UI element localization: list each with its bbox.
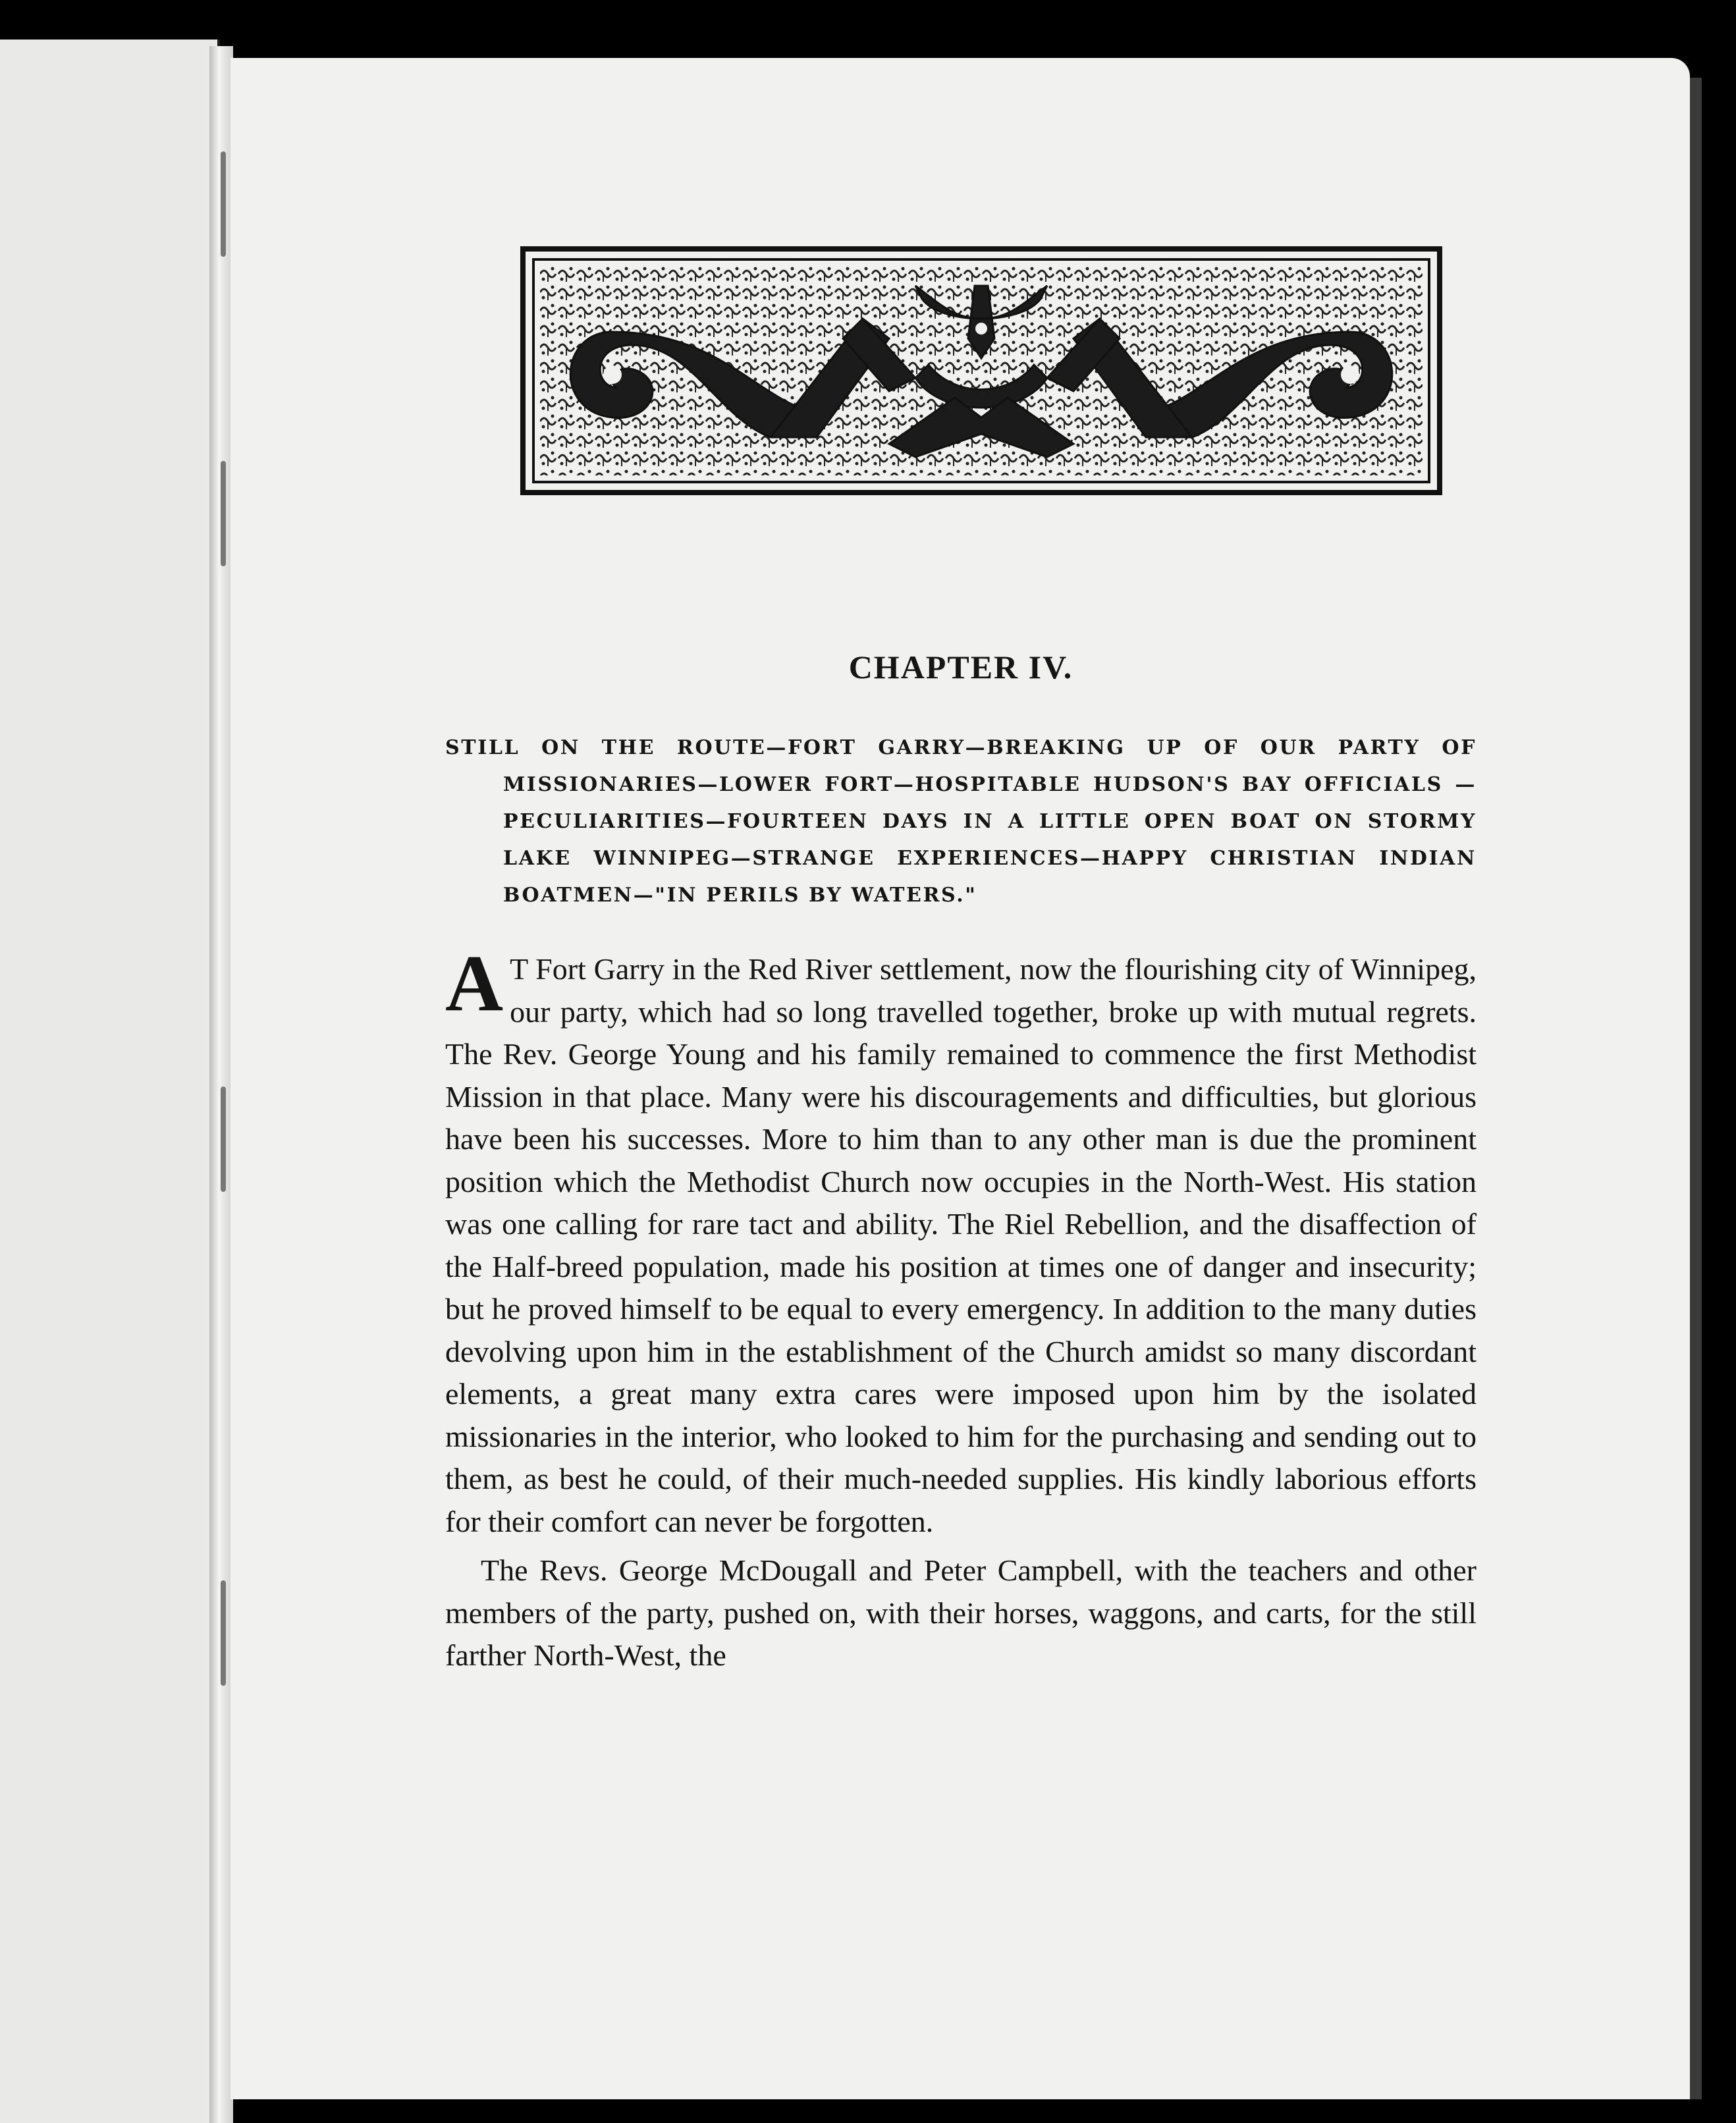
binding-stitch — [221, 1087, 226, 1192]
page-edge-shadow — [1690, 78, 1702, 2099]
drop-cap: A — [445, 939, 504, 1028]
chapter-text — [445, 645, 1477, 1677]
decorative-headpiece — [520, 246, 1442, 495]
binding-stitch — [221, 461, 226, 566]
binding-stitch — [221, 151, 226, 257]
chapter-synopsis: STILL ON THE ROUTE—FORT GARRY—BREAKING UP OF OUR PARTY OF MISSIONARIES—LOWER FORT—HOSPITABLE HUDSON'S BAY OFFICIALS —PECULIARITIES—FOURTEEN DAYS IN A LITTLE OPEN BOAT ON STORMY LAKE WINNIPEG—STRANGE EXPERIENCES—HAPPY CHRISTIAN INDIAN BOATMEN—"IN PERILS BY WATERS." — [445, 736, 1477, 907]
left-page-edge — [0, 40, 220, 2123]
body-paragraph — [445, 939, 1477, 1543]
paragraph-text: T Fort Garry in the Red River settlement, now the flourishing city of Winnipeg, our party, which had so long travelled together, broke up with mutual regrets. The Rev. George Young and his family remained to commence the first Methodist Mission in that place. Many were his discouragements and difficulties, but glorious have been his successes. More to him than to any other man is due the prominent position which the Methodist Church now occupies in the North-West. His station was one calling for rare tact and ability. The Riel Rebellion, and the disaffection of the Half-breed population, made his position at times one of danger and insecurity; but he proved himself to be equal to every emergency. In addition to the many duties devolving upon him in the establishment of the Church amidst so many discordant elements, a great many extra cares were imposed upon him by the isolated missionaries in the interior, who looked to him for the purchasing and sending out to them, as best he could, of their much-needed supplies. His kindly laborious efforts for their comfort can never be forgotten. — [445, 952, 1477, 1538]
body-paragraph: The Revs. George McDougall and Peter Campbell, with the teachers and other members of the party, pushed on, with their horses, waggons, and carts, for the still farther North-West, the — [445, 1553, 1477, 1672]
book-gutter — [209, 46, 233, 2123]
chapter-title: CHAPTER IV. — [848, 649, 1073, 685]
binding-stitch — [221, 1580, 226, 1686]
